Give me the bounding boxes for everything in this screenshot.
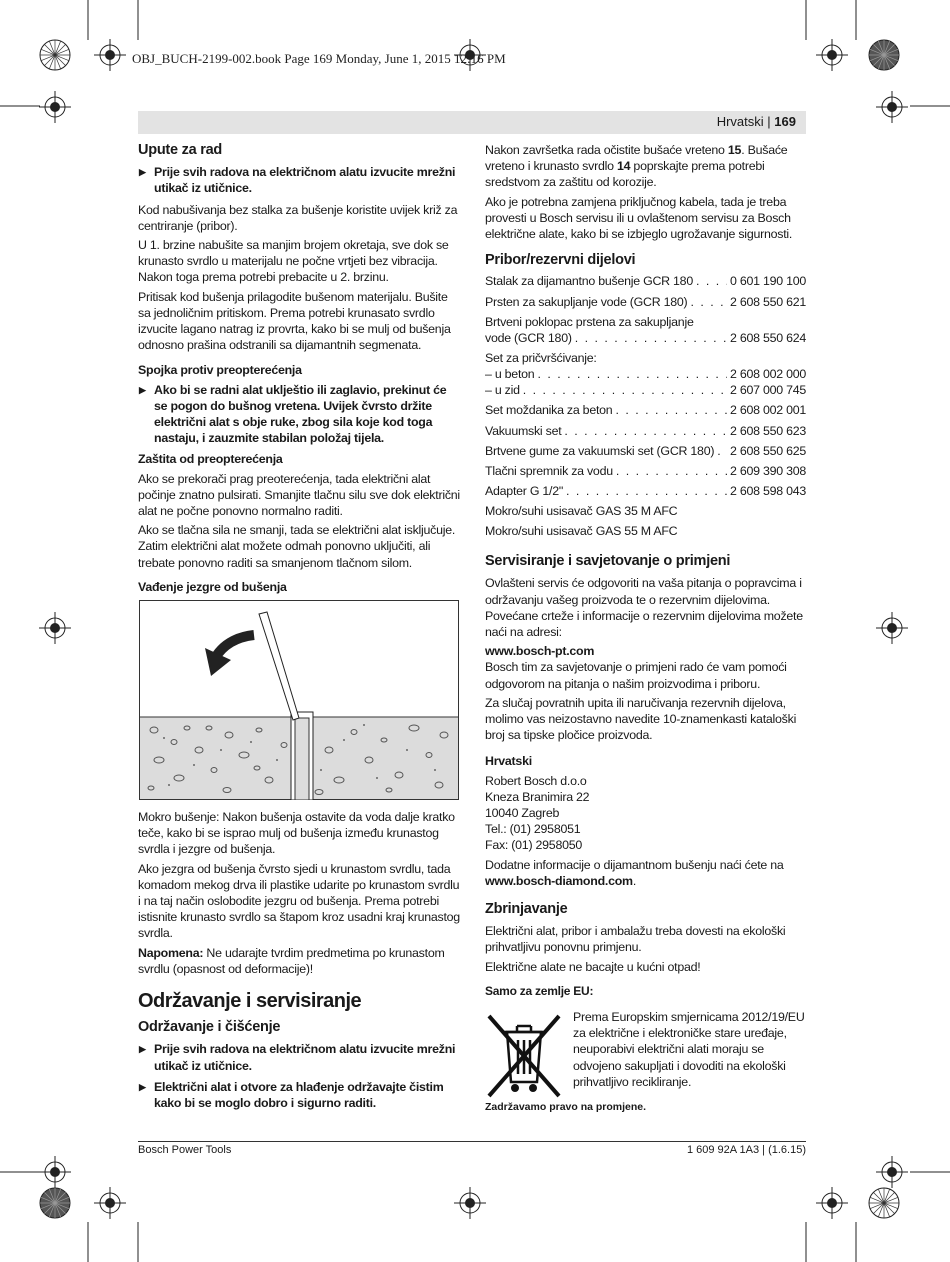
vadjenje-title: Vađenje jezgre od bušenja bbox=[138, 579, 287, 594]
upute-title: Upute za rad bbox=[138, 142, 223, 158]
address-line: 10040 Zagreb bbox=[485, 806, 560, 821]
page-number: 169 bbox=[774, 114, 796, 129]
part-row bbox=[485, 366, 806, 382]
header-language: Hrvatski bbox=[716, 114, 764, 129]
usisavac-2: Mokro/suhi usisavač GAS 55 M AFC bbox=[485, 523, 678, 538]
address-line: Fax: (01) 2958050 bbox=[485, 838, 583, 853]
eu-directive-text: Prema Europskim smjernicama 2012/19/EU za električne i elektroničke stare uređaje, neuporabivi električni alati moraju se odvojeno sakupljati i dovoditi na ekološki prihvatljivo recikliranje. bbox=[573, 1010, 805, 1089]
mokro-paragraph: Mokro bušenje: Nakon bušenja ostavite da voda dalje kratko teče, kako bi se isprao mulj od bušenja između krunastog svrdla i jezgre od bušenja. bbox=[138, 810, 455, 857]
part-name: – u zid bbox=[485, 383, 520, 398]
usisavac-1: Mokro/suhi usisavač GAS 35 M AFC bbox=[485, 503, 678, 518]
part-number: 2 608 550 621 bbox=[730, 294, 806, 309]
napomena-text: Ne udarajte tvrdim predmetima po krunastom svrdlu (opasnost od deformacije)! bbox=[138, 945, 445, 976]
upute-paragraph-1: Kod nabušivanja bez stalka za bušenje koristite uvijek križ za centriranje (pribor). bbox=[138, 202, 458, 233]
part-row bbox=[485, 382, 806, 398]
part-name: Set moždanika za beton bbox=[485, 403, 613, 418]
left-column-lower bbox=[138, 809, 460, 1116]
part-number: 2 608 002 001 bbox=[730, 403, 806, 418]
address-line: Robert Bosch d.o.o bbox=[485, 773, 587, 788]
part-number: 2 608 550 623 bbox=[730, 423, 806, 438]
part-number: 2 608 550 624 bbox=[730, 330, 806, 345]
part-row bbox=[485, 402, 806, 418]
servis-title: Servisiranje i savjetovanje o primjeni bbox=[485, 553, 731, 570]
core-removal-illustration bbox=[139, 600, 459, 800]
vreteno-paragraph bbox=[485, 142, 806, 191]
part-name: Adapter G 1/2" bbox=[485, 483, 564, 498]
odrzavanje-title: Održavanje i servisiranje bbox=[138, 990, 362, 1013]
vreteno-text-a: Nakon završetka rada očistite bušaće vreteno bbox=[485, 143, 728, 157]
dodatne-text: Dodatne informacije o dijamantnom bušenju naći ćete na bbox=[485, 857, 784, 872]
crossed-bin-icon bbox=[485, 1010, 563, 1098]
address-line: Tel.: (01) 2958051 bbox=[485, 822, 581, 837]
part-row bbox=[485, 483, 806, 499]
kabel-paragraph: Ako je potrebna zamjena priključnog kabela, tada je treba provesti u Bosch servisu ili u ovlaštenom servisu za Bosch električne alate, kako bi se izbjeglo ugrožavanje sigurnosti. bbox=[485, 194, 793, 242]
footer-brand: Bosch Power Tools bbox=[138, 1144, 232, 1156]
vreteno-ref-15: 15 bbox=[727, 143, 742, 157]
part-number: 2 608 002 000 bbox=[730, 367, 806, 382]
servis-paragraph-1: Ovlašteni servis će odgovoriti na vaša pitanja o popravcima i održavanju vašeg proizvoda te o rezervnim dijelovima. Povećane crteže i informacije o rezervnim dijelovima možete naći na adresi: bbox=[485, 576, 803, 639]
dodatne-end: . bbox=[632, 873, 637, 888]
address-line: Kneza Branimira 22 bbox=[485, 789, 590, 804]
part-number: 2 609 390 308 bbox=[730, 463, 806, 478]
eu-title: Samo za zemlje EU: bbox=[485, 983, 594, 998]
brtveni-line-1: Brtveni poklopac prstena za sakupljanje bbox=[485, 314, 694, 329]
right-column bbox=[485, 142, 806, 1002]
part-row bbox=[485, 330, 806, 346]
pravo-notice: Zadržavamo pravo na promjene. bbox=[485, 1101, 647, 1113]
ociscenje-title: Održavanje i čišćenje bbox=[138, 1019, 281, 1036]
zastita-title: Zaštita od preopterećenja bbox=[138, 452, 283, 467]
part-number: 0 601 190 100 bbox=[730, 274, 806, 289]
part-name: Prsten za sakupljanje vode (GCR 180) bbox=[485, 294, 688, 309]
zbrinjavanje-paragraph-1: Električni alat, pribor i ambalažu treba dovesti na ekološki prihvatljivu ponovnu primjenu. bbox=[485, 924, 786, 955]
zastita-paragraph-1: Ako se prekorači prag preoterećenja, tada električni alat počinje znatno pulsirati. Smanjite tlačnu silu sve dok električni alat ne počne ponovno normalno raditi. bbox=[138, 471, 460, 519]
part-row bbox=[485, 463, 806, 479]
page-header-label bbox=[717, 114, 796, 129]
zbrinjavanje-paragraph-2: Električne alate ne bacajte u kućni otpad! bbox=[485, 959, 701, 974]
upute-paragraph-3: Pritisak kod bušenja prilagodite bušenom materijalu. Bušite sa jednoličnim pritiskom. Prema potrebi krunasato svrdlo izvucite lagano natrag iz provrta, kako bi se mulj od bušenja odnosno prašina odstranili sa dijamantnih segmenata. bbox=[138, 289, 451, 353]
spojka-title: Spojka protiv preopterećenja bbox=[138, 363, 302, 378]
upute-paragraph-2: U 1. brzine nabušite sa manjim brojem okretaja, sve dok se krunasto svrdlo u materijalu ne počne vrtjeti bez vibracija. Nakon toga prema potrebi prebacite u 2. brzinu. bbox=[138, 238, 449, 285]
dodatne-paragraph bbox=[485, 857, 806, 889]
footer-doc-number: 1 609 92A 1A3 | (1.6.15) bbox=[686, 1144, 806, 1156]
zastita-paragraph-2: Ako se tlačna sila ne smanji, tada se električni alat isključuje. Zatim električni alat možete odmah ponovno uključiti, ali trebate ponovno raditi sa smanjenom tlačnom silom. bbox=[138, 523, 456, 570]
hrvatski-title: Hrvatski bbox=[485, 754, 532, 769]
vreteno-text-e: poprskajte prema potrebi sredstvom za zaštitu od korozije. bbox=[485, 159, 765, 190]
odrzavanje-warning-1: ▶ Prije svih radova na električnom alatu izvucite mrežni utikač iz utičnice. bbox=[138, 1041, 460, 1073]
book-header: OBJ_BUCH-2199-002.book Page 169 Monday, June 1, 2015 12:16 PM bbox=[132, 51, 506, 66]
header-separator: | bbox=[767, 114, 771, 129]
napomena-paragraph bbox=[138, 945, 460, 977]
part-row bbox=[485, 423, 806, 439]
part-row bbox=[485, 273, 806, 289]
footer-rule bbox=[138, 1141, 806, 1142]
part-name: Brtvene gume za vakuumski set (GCR 180) bbox=[485, 443, 715, 458]
diamond-url-link[interactable]: www.bosch-diamond.com bbox=[485, 873, 633, 888]
part-row bbox=[485, 294, 806, 310]
jezgra-paragraph: Ako jezgra od bušenja čvrsto sjedi u krunastom svrdlu, tada komadom mekog drva ili plastike udarite po krunastom svrdlu i na taj način oslobodite jezgru od bušenja. Prema potrebi istisnite krunasto svrdlo sa štapom kroz usadni kraj krunastog svrdla. bbox=[138, 861, 460, 941]
part-number: 2 607 000 745 bbox=[730, 383, 806, 398]
part-number: 2 608 598 043 bbox=[730, 483, 806, 498]
part-number: 2 608 550 625 bbox=[730, 443, 806, 458]
left-column bbox=[138, 142, 460, 598]
part-name: – u beton bbox=[485, 367, 535, 382]
part-name: Vakuumski set bbox=[485, 423, 562, 438]
page-header-bar bbox=[138, 111, 806, 134]
spojka-warning: ▶ Ako bi se radni alat uklještio ili zaglavio, prekinut će se pogon do bušnog vretena. Uvijek čvrsto držite električni alat s obje ruke, zbog sila koje kod toga nastaju, i zauzmite stabilan položaj tijela. bbox=[138, 382, 460, 447]
part-name: Tlačni spremnik za vodu bbox=[485, 463, 613, 478]
servis-url-link[interactable]: www.bosch-pt.com bbox=[485, 644, 595, 659]
odrzavanje-warning-2: ▶ Električni alat i otvore za hlađenje održavajte čistim kako bi se moglo dobro i sigurno raditi. bbox=[138, 1079, 460, 1111]
vreteno-text-c: . Bušaće vreteno i krunasto svrdlo bbox=[485, 143, 788, 174]
pribor-title: Pribor/rezervni dijelovi bbox=[485, 252, 636, 269]
upute-warning: ▶ Prije svih radova na električnom alatu izvucite mrežni utikač iz utičnice. bbox=[138, 164, 460, 196]
servis-paragraph-2: Bosch tim za savjetovanje o primjeni rado će vam pomoći odgovorom na pitanja o našim proizvodima i priboru. bbox=[485, 660, 787, 691]
part-name: Stalak za dijamantno bušenje GCR 180 bbox=[485, 274, 693, 289]
part-name: vode (GCR 180) bbox=[485, 330, 572, 345]
vreteno-ref-14: 14 bbox=[616, 159, 631, 174]
part-row bbox=[485, 443, 806, 459]
servis-paragraph-3: Za slučaj povratnih upita ili naručivanja rezervnih dijelova, molimo vas neizostavno navedite 10-znamenkasti kataloški broj sa tipske pločice proizvoda. bbox=[485, 695, 797, 743]
napomena-label: Napomena: bbox=[138, 945, 204, 960]
zbrinjavanje-title: Zbrinjavanje bbox=[485, 901, 568, 918]
set-label: Set za pričvršćivanje: bbox=[485, 350, 597, 365]
